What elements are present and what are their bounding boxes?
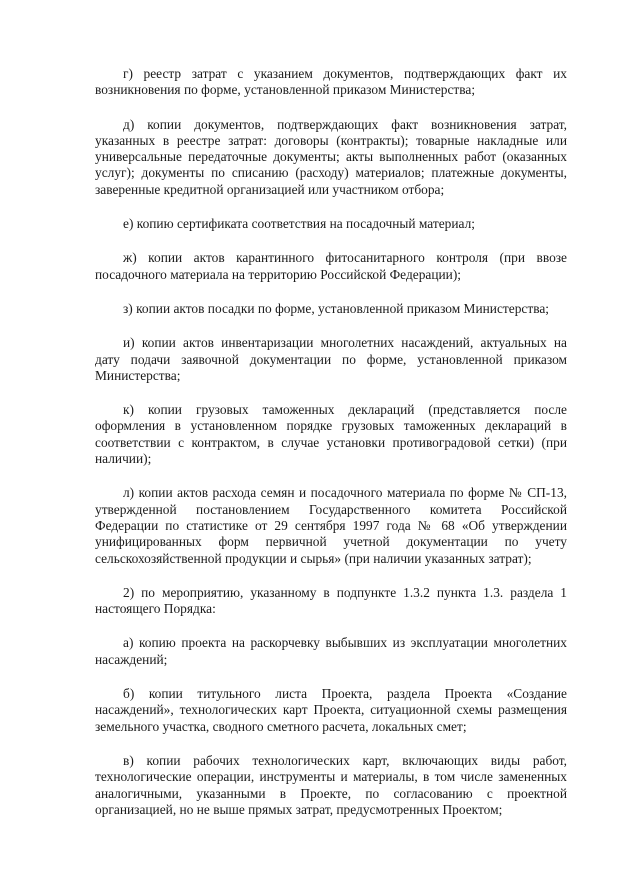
paragraph-k-customs-declarations: к) копии грузовых таможенных деклараций (представляется после оформления в установленном порядке грузовых таможенных деклараций в соответствии с контрактом, в случае установки противоградовой сетки) (при наличии);: [95, 402, 567, 467]
paragraph-b-project-title-pages: б) копии титульного листа Проекта, раздела Проекта «Создание насаждений», технологических карт Проекта, ситуационной схемы размещения земельного участка, сводного сметного расчета, локальных смет;: [95, 686, 567, 734]
paragraph-z-planting-acts: з) копии актов посадки по форме, установленной приказом Министерства;: [123, 300, 550, 316]
paragraph-zh-quarantine-acts: ж) копии актов карантинного фитосанитарного контроля (при ввозе посадочного материала на территорию Российской Федерации);: [95, 250, 567, 282]
paragraph-g-cost-register: г) реестр затрат с указанием документов, подтверждающих факт их возникновения по форме, установленной приказом Министерства;: [95, 66, 567, 98]
paragraph-l-seed-consumption-acts: л) копии актов расхода семян и посадочного материала по форме № СП-13, утвержденной постановлением Государственного комитета Российской Федерации по статистике от 29 сентября 1997 года № 68 «Об утверждении унифицированных форм первичной учетной документации по учету сельскохозяйственной продукции и сырья» (при наличии указанных затрат);: [95, 485, 567, 566]
paragraph-v-technology-maps: в) копии рабочих технологических карт, включающих виды работ, технологические операции, инструменты и материалы, в том числе замененных аналогичными, указанными в Проекте, по согласованию с проектной организацией, но не выше прямых затрат, предусмотренных Проектом;: [95, 752, 567, 817]
paragraph-e-certificate: е) копию сертификата соответствия на посадочный материал;: [123, 216, 475, 232]
paragraph-i-inventory-acts: и) копии актов инвентаризации многолетних насаждений, актуальных на дату подачи заявочной документации по форме, установленной приказом Министерства;: [95, 335, 567, 383]
paragraph-d-cost-documents: д) копии документов, подтверждающих факт возникновения затрат, указанных в реестре затрат: договоры (контракты); товарные накладные или универсальные передаточные документы; акты выполненных работ (оказанных услуг); документы по списанию (расходу) материалов; платежные документы, заверенные кредитной организацией или участником отбора;: [95, 116, 567, 197]
document-page: [95, 66, 567, 835]
paragraph-2-measure-1-3-2: 2) по мероприятию, указанному в подпункте 1.3.2 пункта 1.3. раздела 1 настоящего Порядка:: [95, 584, 567, 617]
paragraph-a-uprooting-project: а) копию проекта на раскорчевку выбывших из эксплуатации многолетних насаждений;: [95, 635, 567, 667]
